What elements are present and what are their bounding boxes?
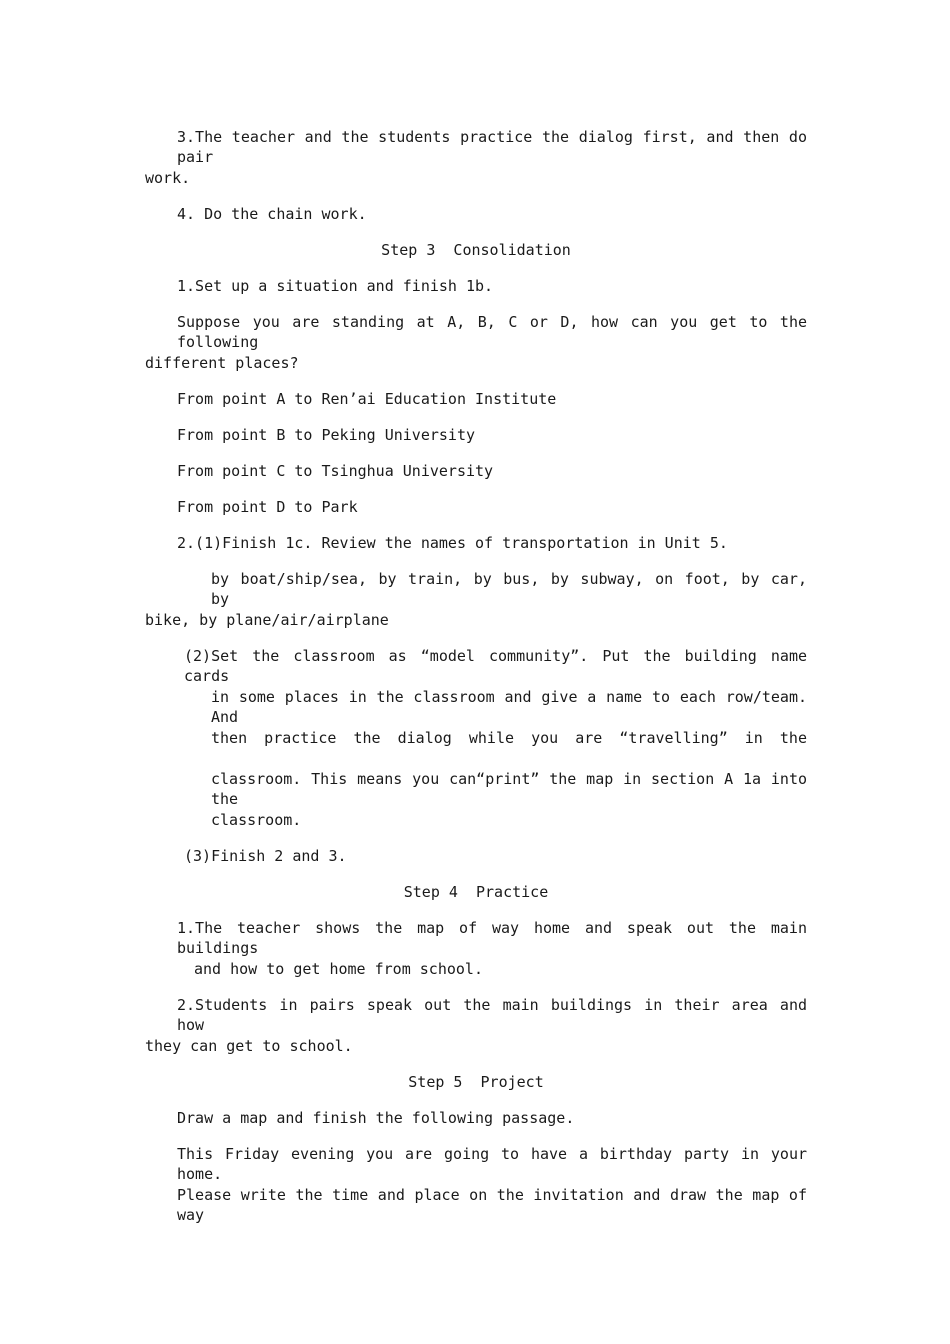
- text-line: From point C to Tsinghua University: [177, 462, 494, 480]
- section-heading: Step 3 Consolidation: [381, 241, 571, 259]
- text-line: bike, by plane/air/airplane: [145, 611, 389, 629]
- text-line: From point A to Ren’ai Education Institute: [177, 390, 557, 408]
- section-heading: Step 5 Project: [408, 1073, 544, 1091]
- text-line: 2.(1)Finish 1c. Review the names of transportation in Unit 5.: [177, 534, 728, 552]
- text-line: 4. Do the chain work.: [177, 205, 367, 223]
- text-line: classroom.: [211, 811, 302, 829]
- text-line: 1.The teacher shows the map of way home and speak out the main buildings: [177, 919, 807, 957]
- text-line: (2)Set the classroom as “model community”. Put the building name cards: [184, 647, 807, 685]
- text-line: then practice the dialog while you are “travelling” in the: [211, 729, 807, 747]
- text-line: Suppose you are standing at A, B, C or D, how can you get to the following: [177, 313, 807, 351]
- text-line: by boat/ship/sea, by train, by bus, by subway, on foot, by car, by: [211, 570, 807, 608]
- text-line: and how to get home from school.: [194, 960, 483, 978]
- text-line: This Friday evening you are going to have a birthday party in your home.: [177, 1145, 807, 1183]
- text-line: classroom. This means you can“print” the map in section A 1a into the: [211, 770, 807, 808]
- text-line: (3)Finish 2 and 3.: [184, 847, 347, 865]
- text-line: 3.The teacher and the students practice the dialog first, and then do pair: [177, 128, 807, 166]
- text-line: in some places in the classroom and give a name to each row/team. And: [211, 688, 807, 726]
- section-heading: Step 4 Practice: [403, 883, 549, 901]
- text-line: From point B to Peking University: [177, 426, 476, 444]
- text-line: From point D to Park: [177, 498, 358, 516]
- text-line: 1.Set up a situation and finish 1b.: [177, 277, 494, 295]
- text-line: Draw a map and finish the following passage.: [177, 1109, 575, 1127]
- text-line: Please write the time and place on the invitation and draw the map of way: [177, 1186, 807, 1224]
- text-line: work.: [145, 169, 191, 187]
- text-line: they can get to school.: [145, 1037, 353, 1055]
- text-line: different places?: [145, 354, 299, 372]
- text-line: 2.Students in pairs speak out the main buildings in their area and how: [177, 996, 807, 1034]
